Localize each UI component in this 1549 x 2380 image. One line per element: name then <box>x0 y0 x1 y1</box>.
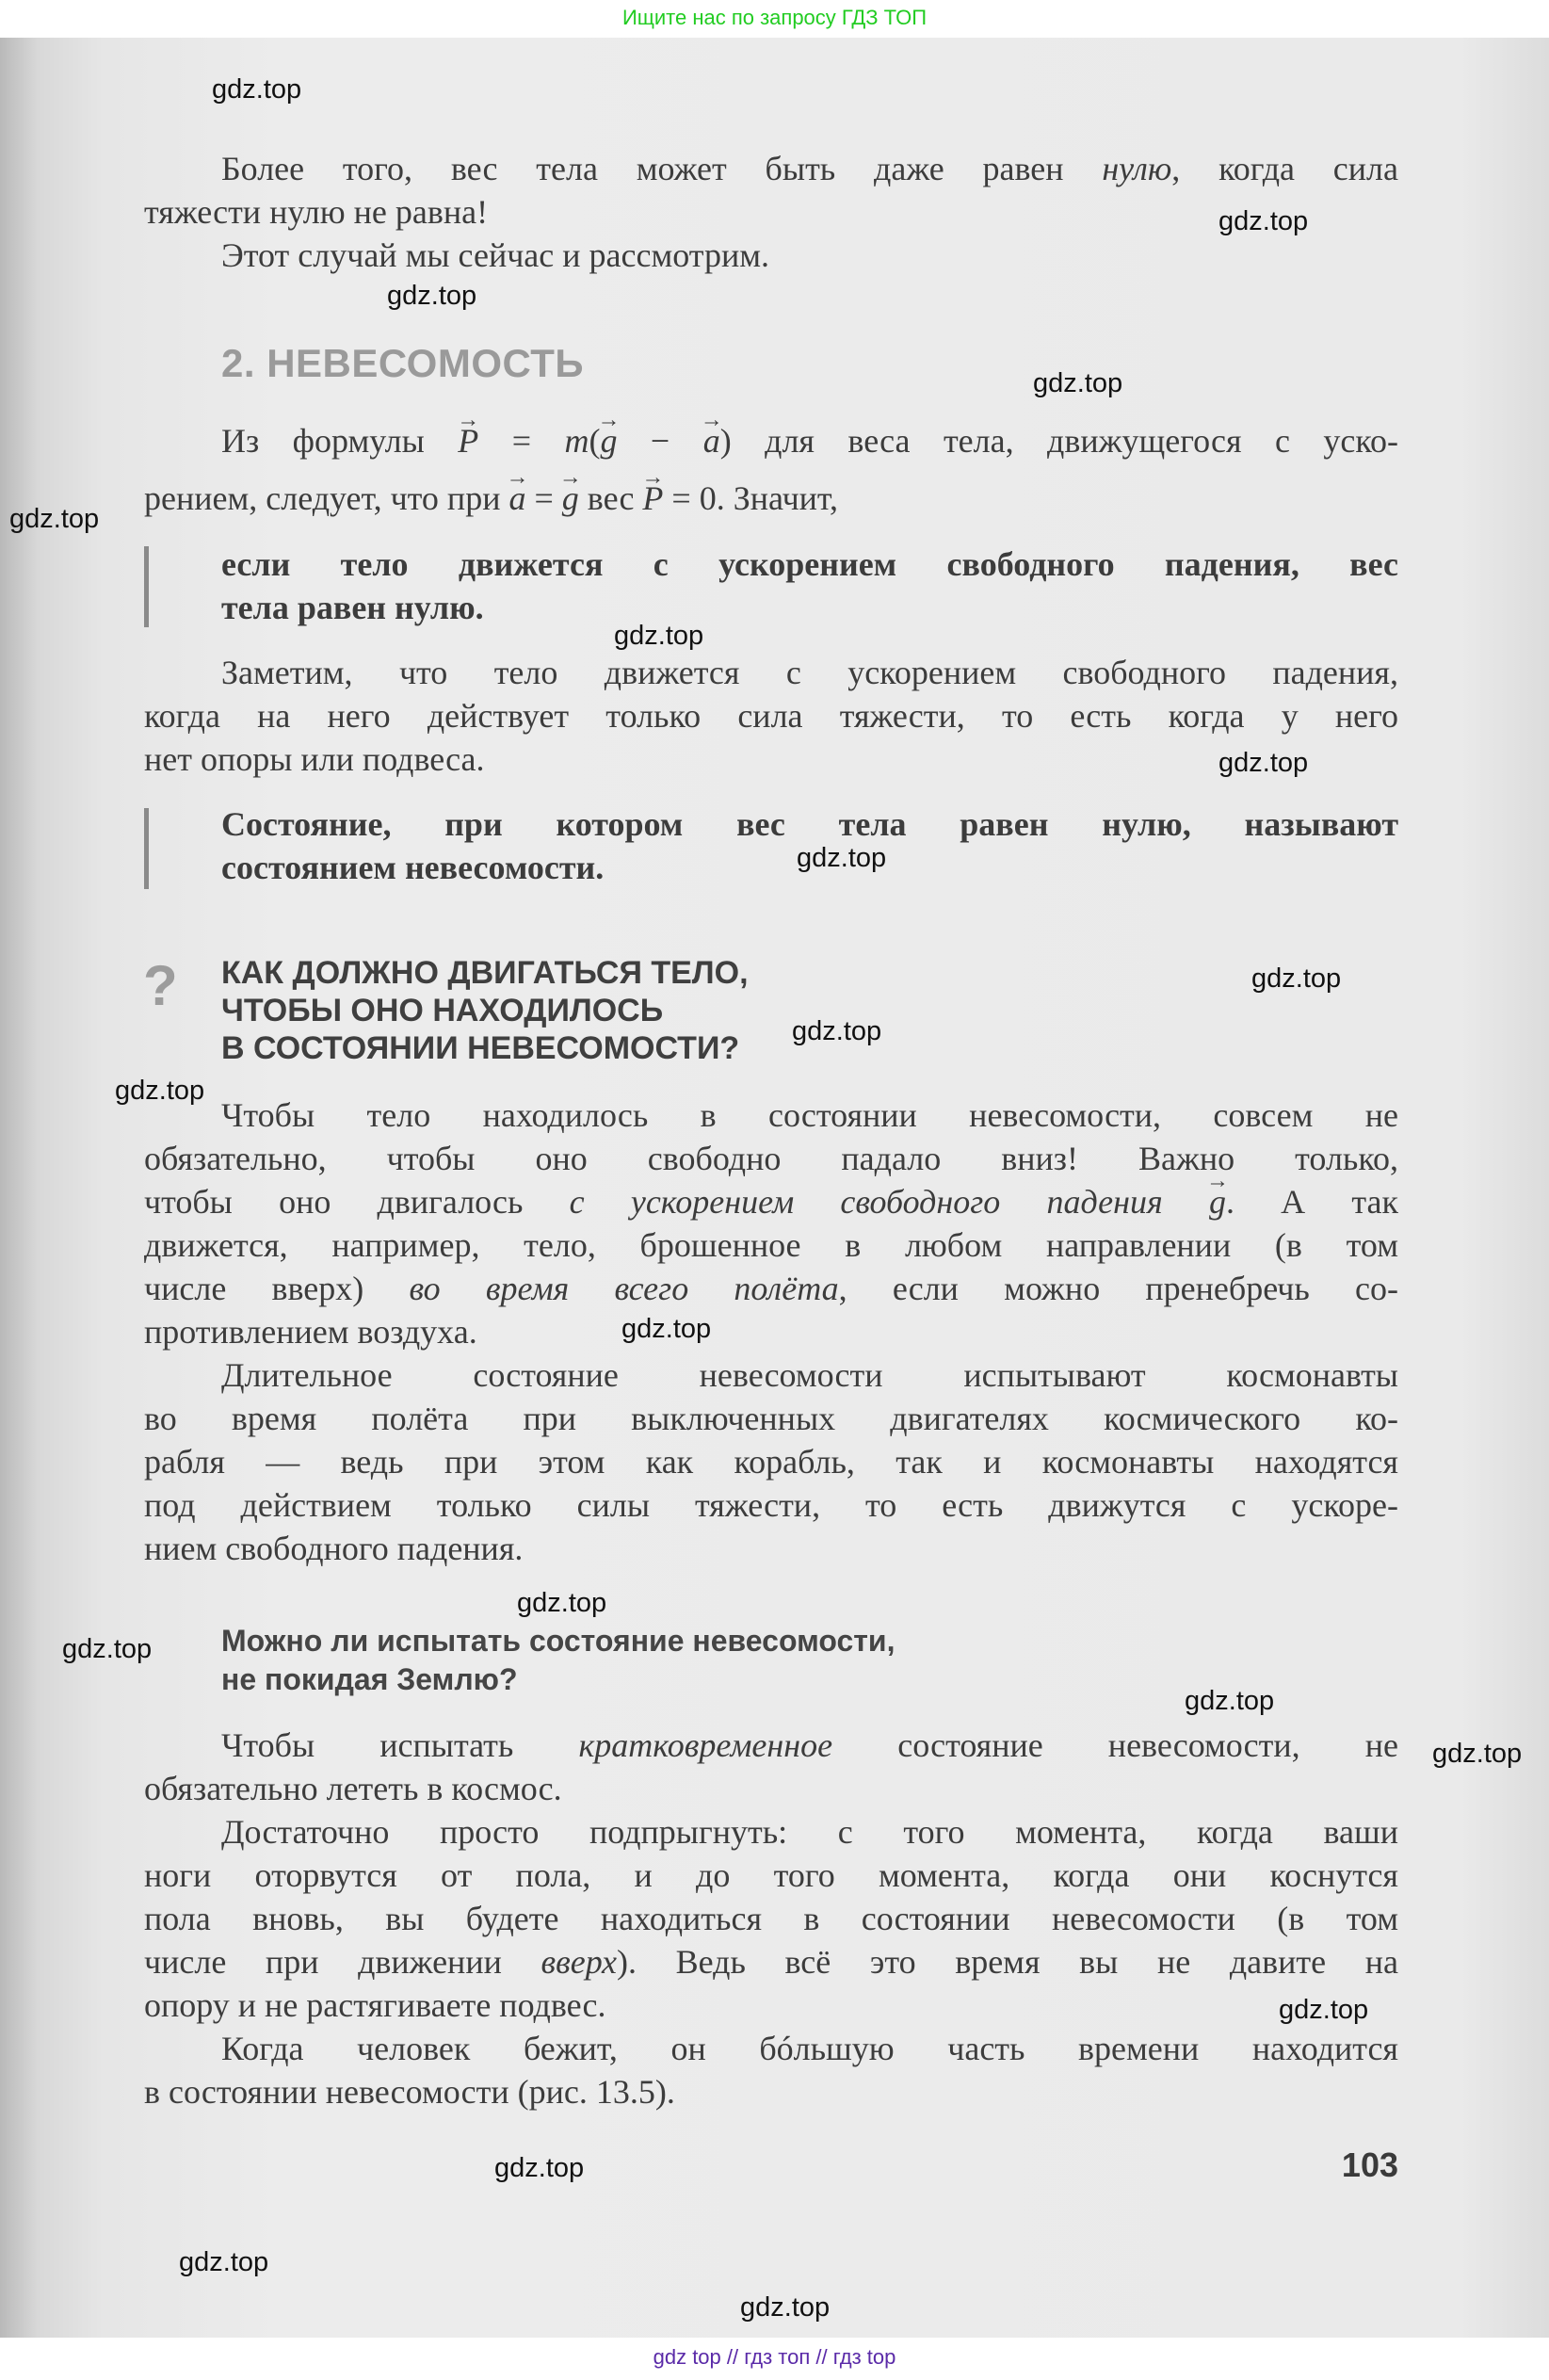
text-run: ). Ведь всё это время вы не давите на <box>616 1943 1399 1981</box>
text-run: = <box>525 479 562 517</box>
text-run: когда на него действует только сила тяжести, то есть когда у него <box>144 697 1398 735</box>
question-heading <box>221 954 749 1067</box>
watermark: gdz.top <box>614 621 704 651</box>
italic-text: нулю <box>1102 150 1172 187</box>
question-heading-line: ЧТОБЫ ОНО НАХОДИЛОСЬ <box>221 993 664 1028</box>
vector-symbol: → a <box>703 413 720 470</box>
text-line <box>144 1527 1398 1570</box>
watermark: gdz.top <box>1185 1686 1275 1716</box>
italic-text: с ускорением свободного падения <box>569 1183 1163 1221</box>
watermark: gdz.top <box>494 2153 585 2183</box>
text-run: пола вновь, вы будете находиться в состоянии невесомости (в том <box>144 1900 1398 1937</box>
text-run: тяжести нулю не равна! <box>144 193 489 231</box>
subheading <box>221 1622 895 1699</box>
text-run: Из формулы <box>221 422 459 460</box>
text-line <box>144 651 1398 694</box>
text-run: Длительное состояние невесомости испытывают космонавты <box>221 1356 1398 1394</box>
text-line <box>144 1267 1398 1310</box>
text-run: Заметим, что тело движется с ускорением свободного падения, <box>221 654 1398 691</box>
text-run: числе вверх) <box>144 1270 410 1307</box>
text-line <box>144 2027 1398 2070</box>
text-run: обязательно, чтобы оно свободно падало вниз! Важно только, <box>144 1140 1398 1177</box>
watermark: gdz.top <box>740 2292 831 2323</box>
text-line <box>144 586 1398 629</box>
vector-symbol: → a <box>508 470 525 527</box>
rule-weightless <box>144 542 1398 629</box>
text-run: = 0. Значит, <box>663 479 838 517</box>
text-line <box>144 737 1398 781</box>
text-line <box>144 846 1398 889</box>
vector-symbol: → g <box>562 470 579 527</box>
text-line <box>144 1983 1398 2027</box>
text-line <box>144 542 1398 586</box>
text-run <box>1163 1183 1209 1221</box>
vector-symbol: → P <box>642 470 663 527</box>
text-line <box>144 1767 1398 1810</box>
text-run: вес <box>578 479 643 517</box>
text-line <box>144 1223 1398 1267</box>
text-run: Чтобы тело находилось в состоянии невесомости, совсем не <box>221 1096 1398 1134</box>
text-run: рабля — ведь при этом как корабль, так и космонавты находятся <box>144 1443 1398 1481</box>
text-line <box>144 1397 1398 1440</box>
footer-links[interactable]: gdz top // гдз топ // гдз top <box>0 2338 1549 2380</box>
text-run: в состоянии невесомости (рис. 13.5). <box>144 2073 675 2111</box>
text-run: если тело движется с ускорением свободного падения, вес <box>221 545 1398 583</box>
watermark: gdz.top <box>1432 1739 1523 1769</box>
text-run: чтобы оно двигалось <box>144 1183 570 1221</box>
text-line <box>144 470 1398 527</box>
earth-paragraph <box>144 1724 1398 2113</box>
formula-paragraph <box>144 413 1398 527</box>
text-run: тела равен нулю. <box>221 589 484 626</box>
text-run: − <box>617 422 703 460</box>
italic-text: кратковременное <box>578 1726 833 1764</box>
italic-text: вверх <box>541 1943 617 1981</box>
watermark: gdz.top <box>179 2247 269 2277</box>
text-run: опору и не растягиваете подвес. <box>144 1986 606 2024</box>
text-line <box>144 1724 1398 1767</box>
text-run: противлением воздуха. <box>144 1313 477 1351</box>
definition-weightlessness <box>144 802 1398 889</box>
text-run: = <box>478 422 565 460</box>
watermark: gdz.top <box>387 281 477 311</box>
vector-symbol: → g <box>1209 1180 1226 1223</box>
intro-paragraph <box>144 147 1398 277</box>
text-line <box>144 2070 1398 2113</box>
question-icon: ? <box>143 954 178 1017</box>
text-line <box>144 1440 1398 1483</box>
text-run: под действием только силы тяжести, то есть движутся с ускоре- <box>144 1486 1398 1524</box>
vector-symbol: → P <box>458 413 478 470</box>
page-number: 103 <box>1341 2145 1398 2184</box>
text-line <box>144 1180 1398 1223</box>
vector-symbol: → g <box>600 413 617 470</box>
watermark: gdz.top <box>1033 368 1123 398</box>
watermark: gdz.top <box>1279 1995 1369 2025</box>
text-line <box>144 413 1398 470</box>
subheading-line: не покидая Землю? <box>221 1662 518 1696</box>
question-heading-line: В СОСТОЯНИИ НЕВЕСОМОСТИ? <box>221 1030 740 1066</box>
text-line <box>144 1854 1398 1897</box>
text-line <box>144 802 1398 846</box>
text-run: состояние невесомости, не <box>832 1726 1399 1764</box>
text-line <box>144 1897 1398 1940</box>
italic-text: m <box>564 422 589 460</box>
watermark: gdz.top <box>62 1634 153 1664</box>
watermark: gdz.top <box>517 1588 607 1618</box>
text-line <box>144 694 1398 737</box>
text-run: Когда человек бежит, он бóльшую часть времени находится <box>221 2030 1398 2067</box>
note-paragraph <box>144 651 1398 781</box>
text-run: Этот случай мы сейчас и рассмотрим. <box>221 236 769 274</box>
watermark: gdz.top <box>1218 206 1309 236</box>
text-line <box>144 1940 1398 1983</box>
text-line <box>144 190 1398 234</box>
text-run: числе при движении <box>144 1943 541 1981</box>
text-run: во время полёта при выключенных двигателях космического ко- <box>144 1400 1398 1437</box>
italic-text: во время всего полёта <box>409 1270 839 1307</box>
text-run: , когда сила <box>1171 150 1398 187</box>
text-run: Более того, вес тела может быть даже равен <box>221 150 1103 187</box>
text-run: состоянием невесомости. <box>221 849 605 886</box>
text-run: ноги оторвутся от пола, и до того момента, когда они коснутся <box>144 1856 1398 1894</box>
search-banner[interactable]: Ищите нас по запросу ГДЗ ТОП <box>0 0 1549 38</box>
text-line <box>144 1310 1398 1353</box>
text-run: нет опоры или подвеса. <box>144 740 485 778</box>
text-line <box>144 1483 1398 1527</box>
watermark: gdz.top <box>212 74 302 105</box>
subheading-line: Можно ли испытать состояние невесомости, <box>221 1624 896 1658</box>
text-run: . А так <box>1225 1183 1399 1221</box>
text-run: Состояние, при котором вес тела равен нулю, называют <box>221 805 1398 843</box>
text-run: рением, следует, что при <box>144 479 509 517</box>
text-line <box>144 234 1398 277</box>
text-run: движется, например, тело, брошенное в любом направлении (в том <box>144 1226 1398 1264</box>
text-run: ( <box>589 422 601 460</box>
text-line <box>144 1810 1398 1854</box>
watermark: gdz.top <box>9 504 100 534</box>
text-run: нием свободного падения. <box>144 1530 524 1567</box>
text-line <box>144 147 1398 190</box>
text-line <box>144 1353 1398 1397</box>
text-run: ) для веса тела, движущегося с уско- <box>719 422 1399 460</box>
text-run: Чтобы испытать <box>221 1726 579 1764</box>
section-title: 2. НЕВЕСОМОСТЬ <box>221 341 585 385</box>
question-heading-line: КАК ДОЛЖНО ДВИГАТЬСЯ ТЕЛО, <box>221 955 749 991</box>
watermark: gdz.top <box>1218 748 1309 778</box>
watermark: gdz.top <box>115 1076 205 1106</box>
watermark: gdz.top <box>792 1016 882 1046</box>
text-run: обязательно лететь в космос. <box>144 1770 562 1807</box>
watermark: gdz.top <box>621 1314 712 1344</box>
watermark: gdz.top <box>1251 963 1342 994</box>
text-line <box>144 1093 1398 1137</box>
answer-paragraph <box>144 1093 1398 1570</box>
watermark: gdz.top <box>797 843 887 873</box>
text-run: Достаточно просто подпрыгнуть: с того момента, когда ваши <box>221 1813 1398 1851</box>
text-run: , если можно пренебречь со- <box>838 1270 1399 1307</box>
